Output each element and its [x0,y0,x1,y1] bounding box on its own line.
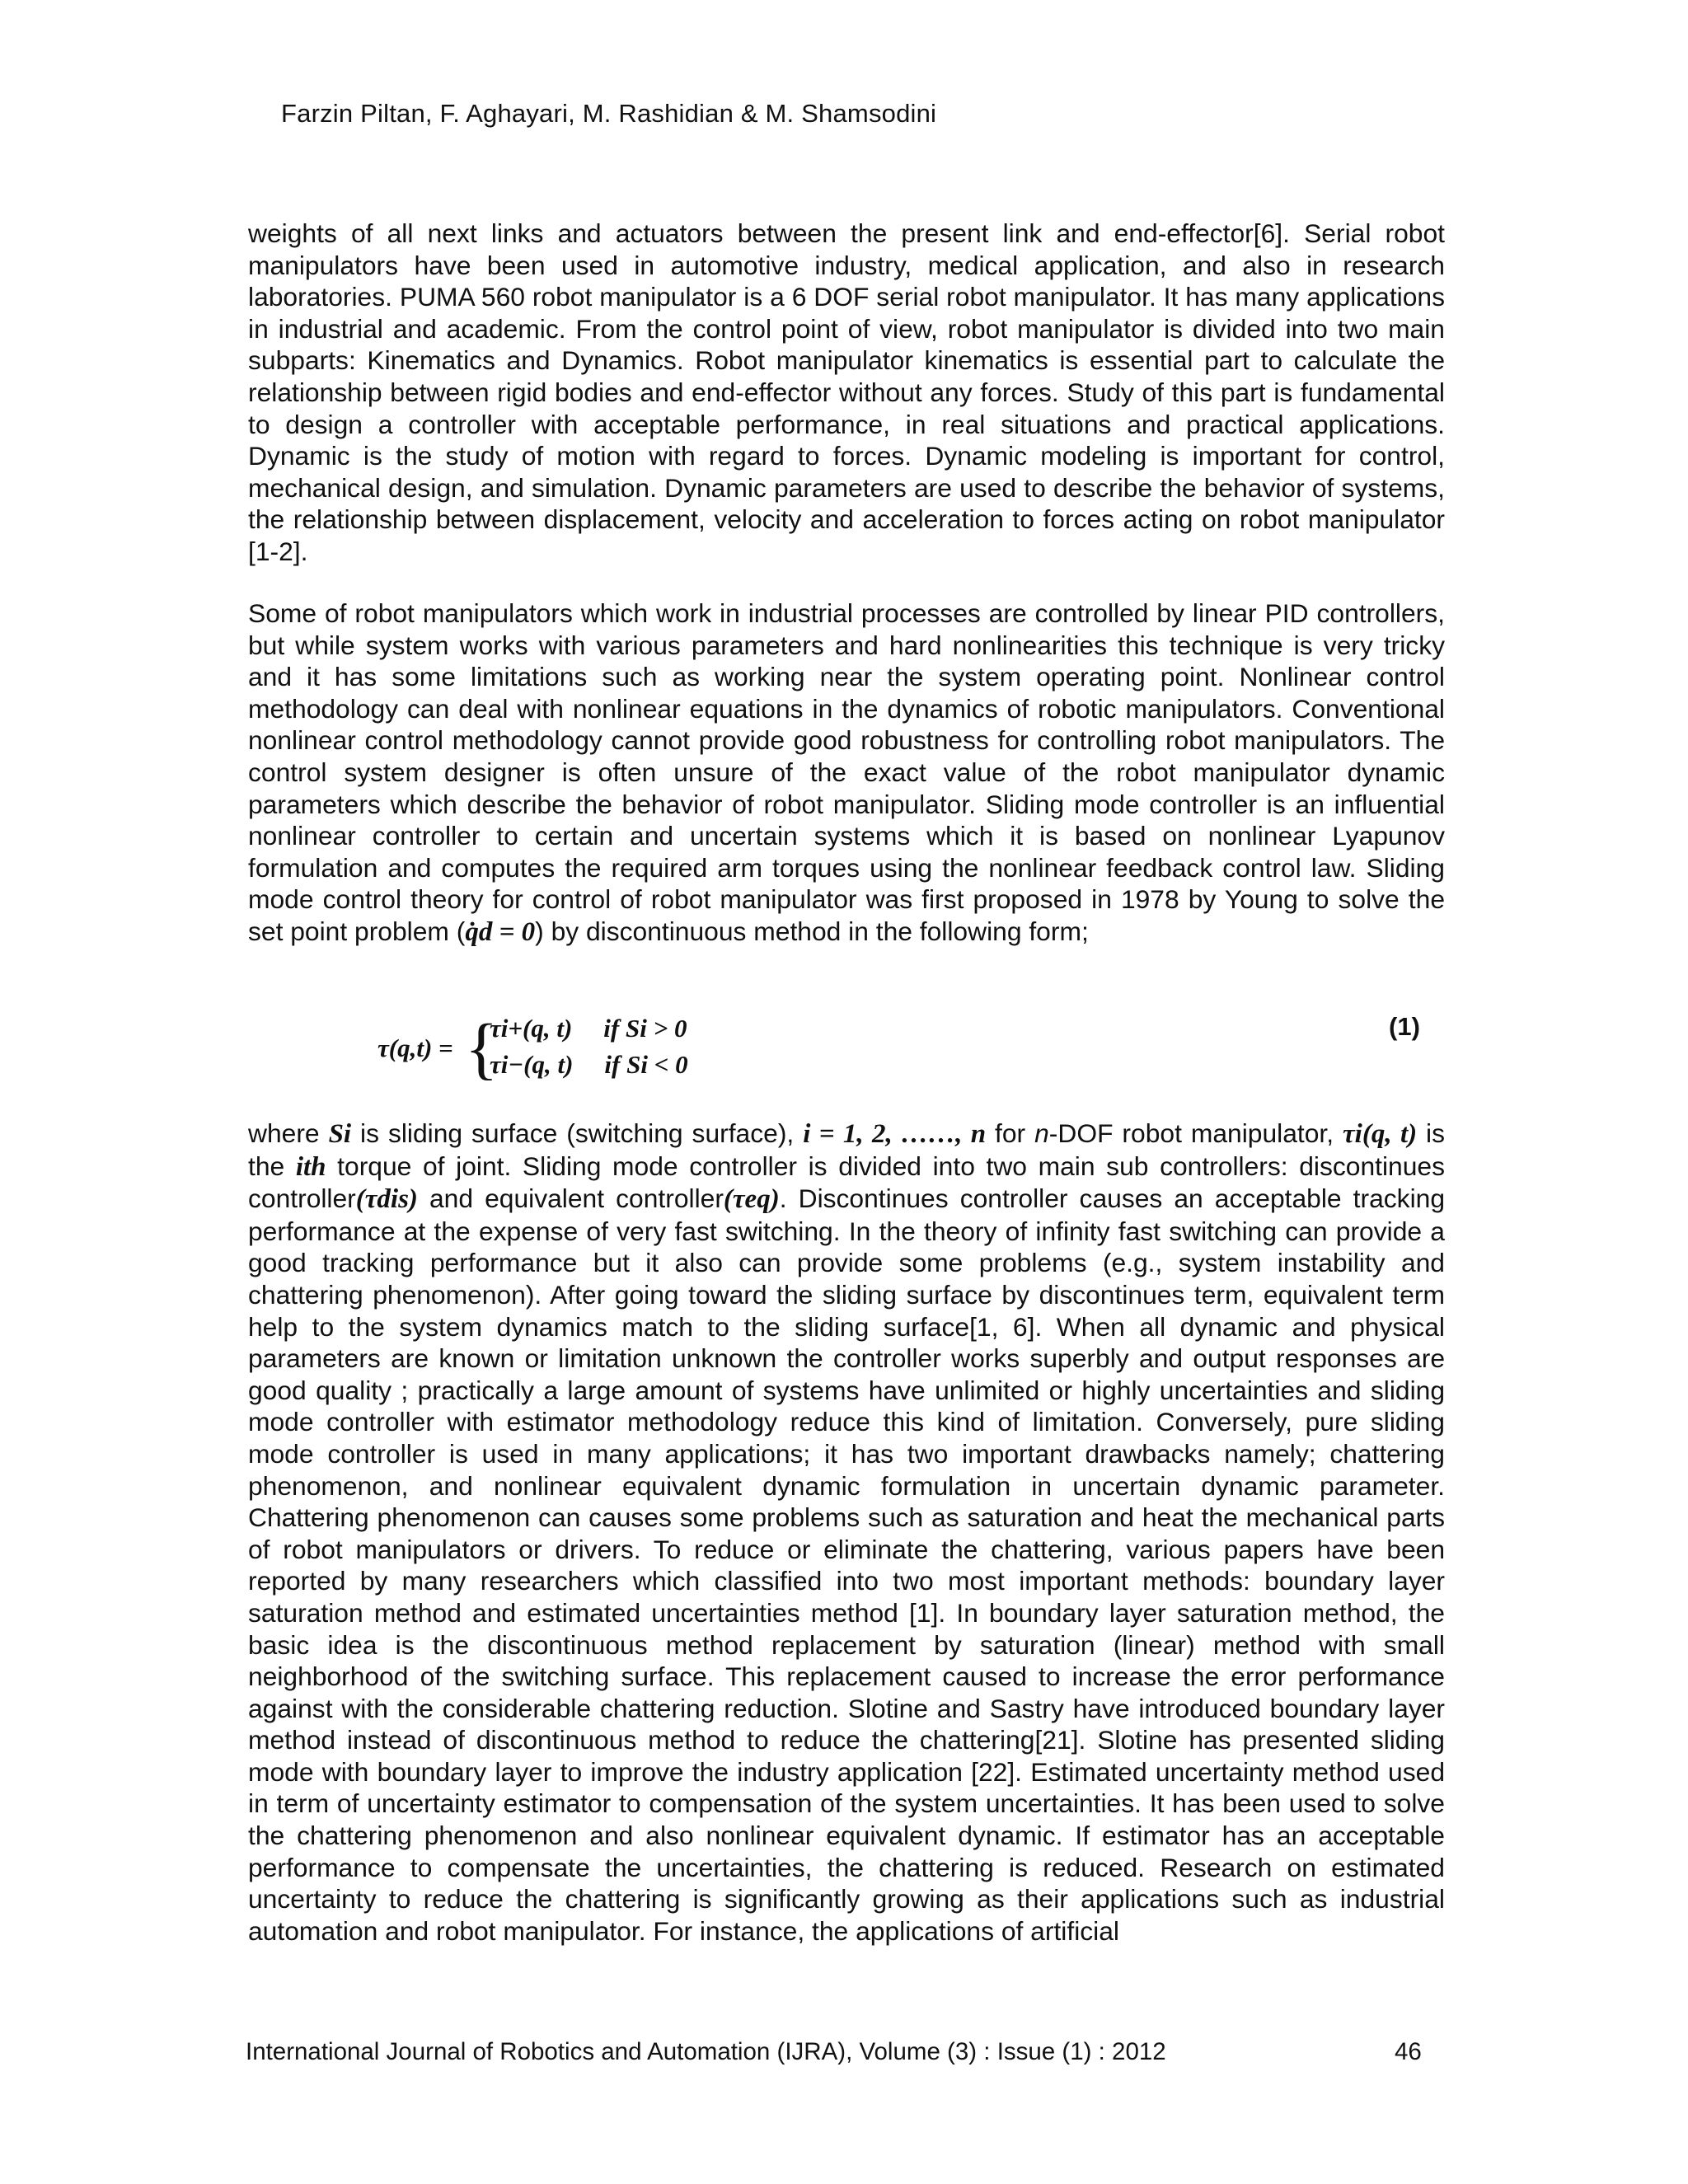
paragraph-intro: weights of all next links and actuators between the present link and end-effector[6]. Serial robot manipulators have been used in automotive industry, medical application, and also in research laboratories. PUMA 560 robot manipulator is a 6 DOF serial robot manipulator. It has many applications in industrial and academic. From the control point of view, robot manipulator is divided into two main subparts: Kinematics and Dynamics. Robot manipulator kinematics is essential part to calculate the relationship between rigid bodies and end-effector without any forces. Study of this part is fundamental to design a controller with acceptable performance, in real situations and practical applications. Dynamic is the study of motion with regard to forces. Dynamic modeling is important for control, mechanical design, and simulation. Dynamic parameters are used to describe the behavior of systems, the relationship between displacement, velocity and acceleration to forces acting on robot manipulator [1-2]. [248,218,1445,566]
math-ith: ith [295,1151,326,1182]
math-tau-dis: (τdis) [355,1184,418,1215]
equation-number: (1) [1389,1012,1420,1041]
math-torque: τi(q, t) [1343,1119,1418,1149]
math-index-range: i = 1, 2, ……, n [803,1119,987,1149]
equation-lhs: τ(q,t) = [377,1033,453,1062]
equation-case-1-expr: τi+(q, t) [490,1014,573,1043]
equation-1 [377,1010,724,1088]
running-header-authors: Farzin Piltan, F. Aghayari, M. Rashidian & M. Shamsodini [281,99,937,128]
text-run: for [986,1118,1035,1148]
page-number: 46 [1395,2038,1422,2065]
text-run: -DOF robot manipulator, [1048,1118,1343,1148]
text-run: and equivalent controller [417,1183,724,1214]
math-n: n [1034,1118,1049,1148]
paragraph-sliding-mode-background [248,598,1445,949]
paragraph-text: Some of robot manipulators which work in industrial processes are controlled by linear PID controllers, but while system works with various parameters and hard nonlinearities this technique is very tricky and it has some limitations such as working near the system operating point. Nonlinear control methodology can deal with nonlinear equations in the dynamics of robotic manipulators. Conventional nonlinear control methodology cannot provide good robustness for controlling robot manipulators. The control system designer is often unsure of the exact value of the robot manipulator dynamic parameters which describe the behavior of robot manipulator. Sliding mode controller is an influential nonlinear controller to certain and uncertain systems which it is based on nonlinear Lyapunov formulation and computes the required arm torques using the nonlinear feedback control law. Sliding mode control theory for control of robot manipulator was first proposed in 1978 by Young to solve the set point problem ( [248,598,1445,946]
paragraph-text-tail: ) by discontinuous method in the following form; [535,916,1089,946]
math-sliding-surface: Si [328,1119,352,1149]
equation-brace: { [465,1010,499,1087]
math-tau-eq: (τeq) [723,1184,780,1215]
text-run: . Discontinues controller causes an acceptable tracking performance at the expense of very fast switching. In the theory of infinity fast switching can provide a good tracking performance but it also can provide some problems (e.g., system instability and chattering phenomenon). After going toward the sliding surface by discontinues term, equivalent term help to the system dynamics match to the sliding surface[1, 6]. When all dynamic and physical parameters are known or limitation unknown the controller works superbly and output responses are good quality ; practically a large amount of systems have unlimited or highly uncertainties and sliding mode controller with estimator methodology reduce this kind of limitation. Conversely, pure sliding mode controller is used in many applications; it has two important drawbacks namely; chattering phenomenon, and nonlinear equivalent dynamic formulation in uncertain dynamic parameter. Chattering phenomenon can causes some problems such as saturation and heat the mechanical parts of robot manipulators or drivers. To reduce or eliminate the chattering, various papers have been reported by many researchers which classified into two most important methods: boundary layer saturation method and estimated uncertainties method [1]. In boundary layer saturation method, the basic idea is the discontinuous method replacement by saturation (linear) method with small neighborhood of the switching surface. This replacement caused to increase the error performance against with the considerable chattering reduction. Slotine and Sastry have introduced boundary layer method instead of discontinuous method to reduce the chattering[21]. Slotine has presented sliding mode with boundary layer to improve the industry application [22]. Estimated uncertainty method used in term of uncertainty estimator to compensation of the system uncertainties. It has been used to solve the chattering phenomenon and also nonlinear equivalent dynamic. If estimator has an acceptable performance to compensate the uncertainties, the chattering is reduced. Research on estimated uncertainty to reduce the chattering is significantly growing as their applications such as industrial automation and robot manipulator. For instance, the applications of artificial [248,1183,1446,1946]
equation-case-2-condition: if Si < 0 [604,1050,688,1079]
paragraph-chattering [248,1118,1445,1947]
text-run: is the [248,1118,1446,1181]
text-run: where [248,1118,329,1148]
footer-journal: International Journal of Robotics and Automation (IJRA), Volume (3) : Issue (1) : 2012 [246,2038,1166,2065]
equation-case-1-condition: if Si > 0 [603,1014,687,1043]
text-run: torque of joint. Sliding mode controller is divided into two main sub controllers: discontinues controller [248,1151,1445,1214]
set-point-math: q̇d = 0 [465,916,536,947]
text-run: is sliding surface (switching surface), [351,1118,804,1148]
equation-case-2-expr: τi−(q, t) [490,1050,574,1079]
equation-case-2 [490,1050,688,1080]
equation-case-1 [490,1014,687,1043]
